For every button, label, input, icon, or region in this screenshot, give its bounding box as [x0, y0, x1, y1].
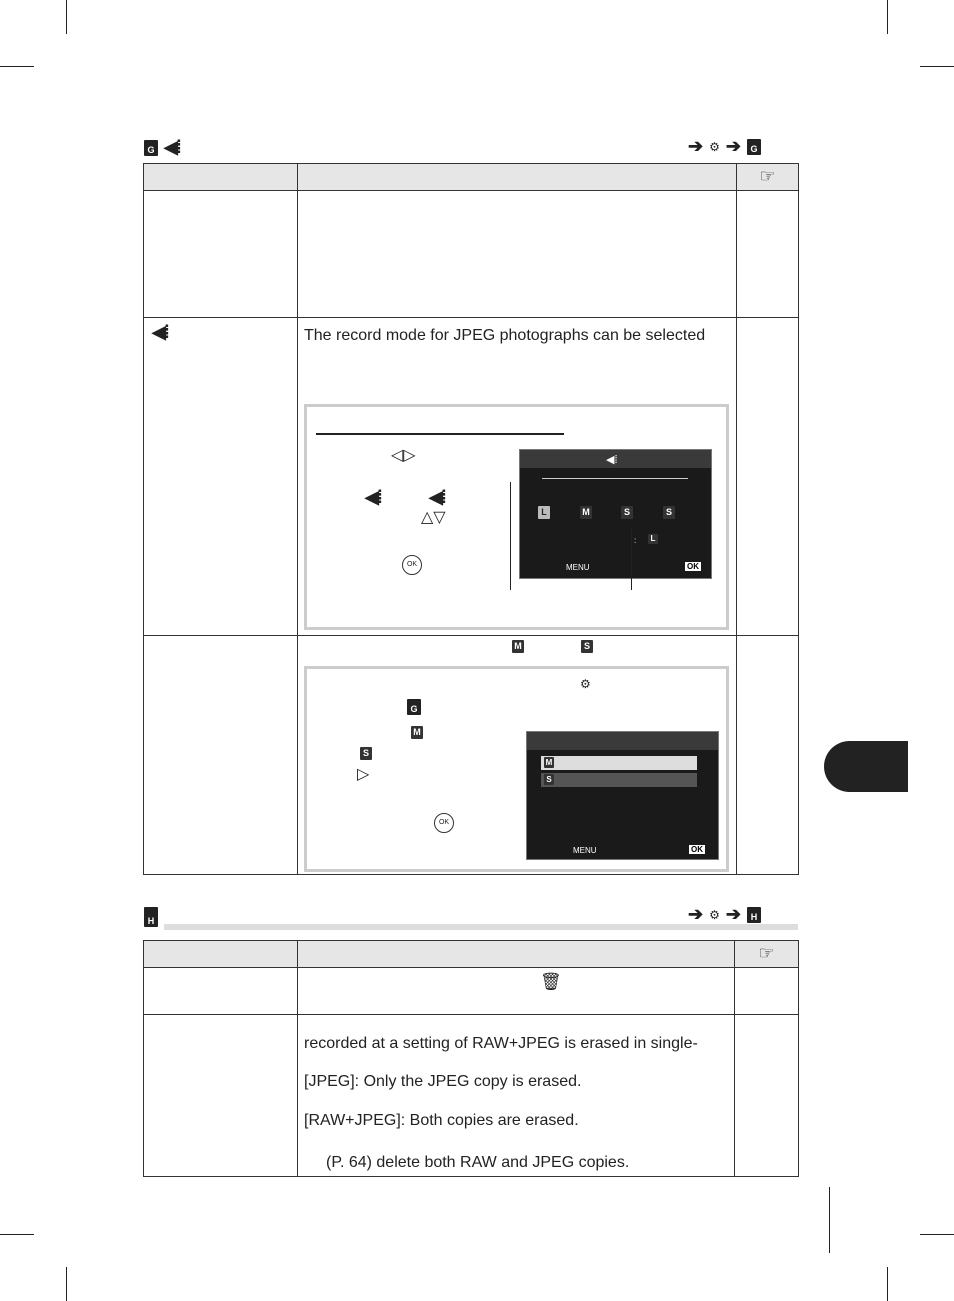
size-s-icon: S: [544, 774, 554, 785]
record-mode-icon: ◀⁞: [606, 454, 618, 466]
table-cell: [298, 1015, 735, 1177]
table-cell: [144, 968, 298, 1015]
header-cell: [144, 164, 298, 191]
ok-button-icon: OK: [402, 555, 422, 575]
table-cell: [737, 191, 799, 318]
size-m-icon: M: [512, 640, 524, 653]
settings-table-h: [143, 940, 799, 1177]
callout-line: [631, 529, 632, 590]
crop-mark: [920, 66, 954, 67]
size-l-icon: L: [648, 534, 658, 544]
gear-icon: ⚙: [709, 907, 720, 922]
lcd-title-bar: [527, 732, 718, 750]
header-cell: [298, 941, 735, 968]
lcd-colon: :: [634, 536, 637, 545]
size-s-icon: S: [360, 747, 372, 760]
table-cell: [737, 636, 799, 875]
arrow-icon: ➔: [688, 136, 704, 156]
size-s-icon: S: [621, 506, 633, 519]
callout-line: [510, 482, 511, 590]
table-row: [144, 191, 799, 318]
lcd-ok-label: OK: [691, 845, 703, 854]
crop-mark: [0, 66, 34, 67]
arrow-icon: ➔: [725, 136, 741, 156]
crop-mark: [887, 1267, 888, 1301]
image-size-lcd-screen: [526, 731, 719, 860]
lcd-bracket-line: [542, 478, 688, 479]
size-s-icon: S: [663, 506, 675, 519]
menu-g-icon: G: [747, 139, 761, 155]
lcd-list-item: [541, 773, 697, 787]
page-edge-line: [829, 1187, 830, 1253]
record-mode-icon: ◀⁞: [152, 322, 168, 342]
table-cell: [298, 968, 735, 1015]
trash-icon: 🗑: [540, 972, 562, 991]
procedure-heading-rule: [316, 433, 564, 435]
crop-mark: [887, 0, 888, 34]
gear-icon: ⚙: [709, 139, 720, 154]
lcd-menu-label: MENU: [573, 846, 597, 855]
header-cell: [298, 164, 737, 191]
size-m-icon: M: [545, 758, 553, 767]
table-cell: [144, 191, 298, 318]
section2-header: [144, 907, 158, 927]
arrow-icon: ➔: [725, 904, 741, 924]
record-mode-icon: ◀⁞: [164, 137, 180, 157]
record-mode-icon: ◀⁞: [365, 487, 381, 507]
menu-g-icon: G: [144, 140, 158, 156]
table-cell: [144, 1015, 298, 1177]
menu-h-icon: H: [747, 907, 761, 923]
record-mode-procedure-box: [304, 404, 729, 630]
record-mode-description: The record mode for JPEG photographs can be selected: [304, 327, 706, 344]
header-cell: [735, 941, 799, 968]
header-cell: [737, 164, 799, 191]
crop-mark: [66, 1267, 67, 1301]
lcd-list-item-selected: [541, 756, 697, 770]
table-row: [144, 1015, 799, 1177]
section2-nav: [688, 904, 761, 925]
table-cell: [144, 636, 298, 875]
table-cell: [298, 191, 737, 318]
crop-mark: [66, 0, 67, 34]
lcd-menu-label: MENU: [566, 563, 590, 572]
left-right-arrows: ◁▷: [391, 447, 416, 464]
section1-nav: [688, 136, 761, 157]
up-down-arrows: △▽: [421, 509, 446, 526]
lcd-title-bar: [520, 450, 711, 468]
reference-page-icon: ☞: [758, 943, 775, 963]
size-l-icon: L: [538, 506, 550, 519]
reference-page-icon: ☞: [759, 166, 776, 186]
arrow-icon: ➔: [688, 904, 704, 924]
delete-note: (P. 64) delete both RAW and JPEG copies.: [326, 1154, 630, 1171]
raw-jpeg-erase-description: recorded at a setting of RAW+JPEG is erased in single-: [304, 1035, 698, 1052]
crop-mark: [0, 1234, 34, 1235]
size-s-icon: S: [581, 640, 593, 653]
record-mode-icon: ◀⁞: [429, 487, 445, 507]
header-cell: [144, 941, 298, 968]
table-cell: [735, 968, 799, 1015]
record-mode-lcd-screen: [519, 449, 712, 579]
ok-button-icon: OK: [434, 813, 454, 833]
crop-mark: [920, 1234, 954, 1235]
section1-header: [144, 137, 180, 158]
menu-h-icon: H: [144, 907, 158, 927]
menu-g-icon: G: [407, 699, 421, 715]
size-m-icon: M: [580, 506, 592, 519]
jpeg-option-description: [JPEG]: Only the JPEG copy is erased.: [304, 1073, 582, 1090]
size-m-icon: M: [411, 726, 423, 739]
lcd-ok-label: OK: [687, 562, 699, 571]
table-header-row: [144, 164, 799, 191]
gear-icon: ⚙: [580, 677, 591, 691]
raw-jpeg-option-description: [RAW+JPEG]: Both copies are erased.: [304, 1112, 579, 1129]
table-cell: [144, 318, 298, 636]
chapter-tab: [824, 741, 908, 792]
table-cell: [737, 318, 799, 636]
table-row: [144, 968, 799, 1015]
right-arrow-icon: ▷: [357, 766, 370, 783]
table-cell: [735, 1015, 799, 1177]
table-header-row: [144, 941, 799, 968]
custom-size-procedure-box: [304, 666, 729, 872]
